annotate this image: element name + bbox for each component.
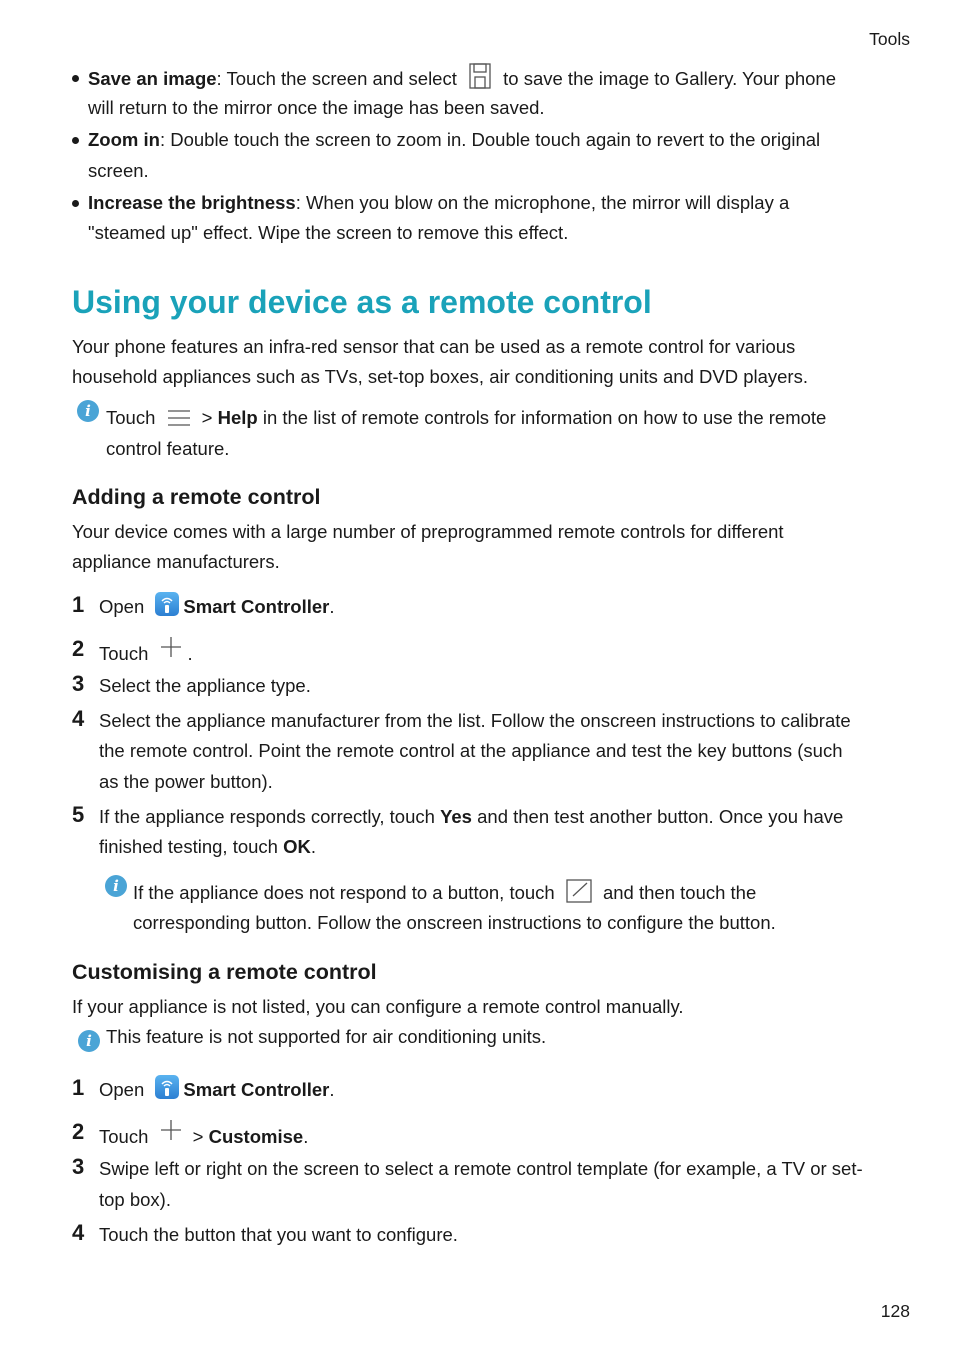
step-text: . (303, 1126, 309, 1147)
step-number: 3 (72, 671, 85, 696)
note-calibrate (133, 878, 756, 912)
bullet-text: to save the image to Gallery. Your phone (498, 68, 837, 89)
subsection-title-adding: Adding a remote control (72, 485, 321, 509)
customising-step-3-line1: Swipe left or right on the screen to select a remote control template (for example, a TV or set- (99, 1158, 863, 1179)
step-number: 2 (72, 636, 85, 661)
intro-line2: household appliances such as TVs, set-top boxes, air conditioning units and DVD players. (72, 366, 808, 387)
step-number: 4 (72, 706, 85, 731)
customising-step-3-line2: top box). (99, 1189, 171, 1210)
step-text: > (187, 1126, 209, 1147)
step-number: 2 (72, 1119, 85, 1144)
adding-desc-line1: Your device comes with a large number of preprogrammed remote controls for different (72, 521, 784, 542)
step-text: If the appliance responds correctly, touch (99, 806, 441, 827)
bullet-dot (72, 200, 79, 207)
step-text: Touch (99, 1126, 154, 1147)
customising-desc: If your appliance is not listed, you can configure a remote control manually. (72, 996, 684, 1017)
note-text: and then touch the (597, 882, 757, 903)
note-help-line2: control feature. (106, 438, 230, 459)
step-text: and then test another button. Once you have (471, 806, 844, 827)
menu-icon (167, 407, 191, 437)
adding-step-5-line2 (99, 832, 316, 862)
intro-line1: Your phone features an infra-red sensor that can be used as a remote control for various (72, 336, 796, 357)
adding-step-4-line3: as the power button). (99, 771, 273, 792)
adding-step-1 (99, 592, 335, 622)
step-number: 5 (72, 802, 85, 827)
note-text: If the appliance does not respond to a button, touch (133, 882, 560, 903)
bullet-dot (72, 75, 79, 82)
section-title: Using your device as a remote control (72, 284, 652, 320)
bullet-text-line2: will return to the mirror once the image has been saved. (88, 97, 545, 118)
step-text: . (310, 836, 316, 857)
bullet-term: Save an image (88, 68, 217, 89)
adding-step-4-line1: Select the appliance manufacturer from the list. Follow the onscreen instructions to calibrate (99, 710, 851, 731)
bullet-text-line2: "steamed up" effect. Wipe the screen to remove this effect. (88, 222, 569, 243)
note-text: in the list of remote controls for information on how to use the remote (257, 407, 827, 428)
note-air-conditioning: This feature is not supported for air conditioning units. (106, 1026, 547, 1047)
smart-controller-app-icon (155, 592, 179, 616)
adding-step-4-line2: the remote control. Point the remote control at the appliance and test the key buttons (such (99, 740, 843, 761)
step-text: Open (99, 596, 150, 617)
info-icon: i (105, 875, 127, 897)
customising-step-1 (99, 1075, 335, 1105)
step-text: . (329, 1079, 335, 1100)
info-icon: i (77, 400, 99, 422)
plus-icon (160, 1119, 182, 1150)
note-bold: Help (217, 407, 258, 428)
page-number: 128 (880, 1301, 910, 1321)
note-calibrate-line2: corresponding button. Follow the onscreen instructions to configure the button. (133, 912, 776, 933)
adding-desc-line2: appliance manufacturers. (72, 551, 280, 572)
smart-controller-app-icon (155, 1075, 179, 1099)
step-number: 3 (72, 1154, 85, 1179)
step-number: 1 (72, 1075, 85, 1100)
bullet-zoom-in (88, 125, 820, 155)
step-text: Open (99, 1079, 150, 1100)
bullet-text: : Double touch the screen to zoom in. Double touch again to revert to the original (159, 129, 821, 150)
adding-step-3: Select the appliance type. (99, 675, 311, 696)
bullet-term: Zoom in (88, 129, 160, 150)
step-text: finished testing, touch (99, 836, 284, 857)
step-bold: OK (283, 836, 311, 857)
info-icon: i (78, 1030, 100, 1052)
adding-step-5-line1 (99, 802, 843, 832)
customising-step-4: Touch the button that you want to configure. (99, 1224, 458, 1245)
step-bold: Smart Controller (183, 1079, 330, 1100)
step-text: . (187, 643, 193, 664)
bullet-increase-brightness (88, 188, 789, 218)
bullet-text: : Touch the screen and select (216, 68, 462, 89)
step-bold: Smart Controller (183, 596, 330, 617)
bullet-text-line2: screen. (88, 160, 149, 181)
step-bold: Customise (208, 1126, 304, 1147)
plus-icon (160, 636, 182, 667)
bullet-text: : When you blow on the microphone, the mirror will display a (295, 192, 790, 213)
note-text: Touch (106, 407, 161, 428)
subsection-title-customising: Customising a remote control (72, 960, 377, 984)
note-text: > (196, 407, 218, 428)
step-number: 4 (72, 1220, 85, 1245)
adding-step-2 (99, 636, 193, 669)
note-help (106, 403, 826, 437)
step-text: . (329, 596, 335, 617)
step-bold: Yes (440, 806, 472, 827)
bullet-dot (72, 137, 79, 144)
bullet-term: Increase the brightness (88, 192, 296, 213)
page-header-section: Tools (869, 29, 910, 49)
step-number: 1 (72, 592, 85, 617)
step-text: Touch (99, 643, 154, 664)
customising-step-2 (99, 1119, 308, 1152)
